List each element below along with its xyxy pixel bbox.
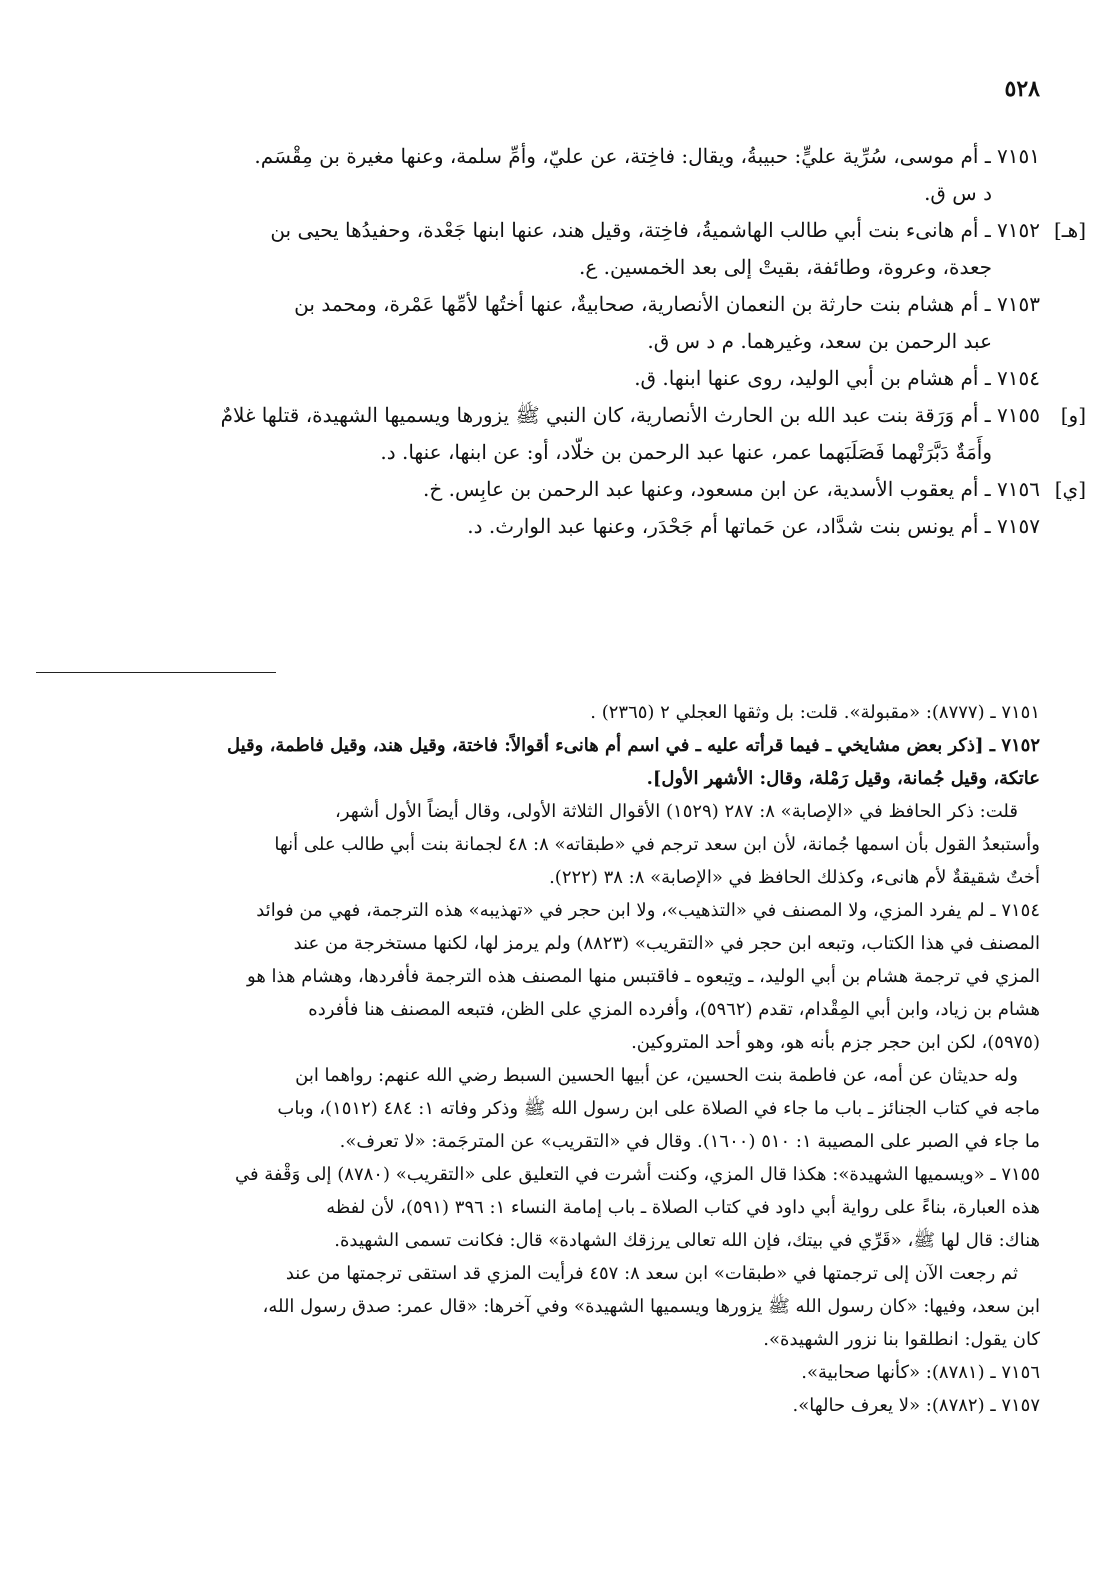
- entry-7157: [36, 508, 1040, 545]
- entry-marker: [و]: [1060, 403, 1086, 427]
- note-7157: [36, 1389, 1040, 1422]
- entry-7152: [36, 212, 1086, 286]
- entry-7155: [36, 397, 1086, 471]
- entry-7153: [36, 286, 1040, 360]
- entry-marker: [هـ]: [1053, 218, 1086, 242]
- note-line: ٧١٥٦ ـ (٨٧٨١): «كأنها صحابية».: [801, 1362, 1040, 1383]
- entry-line: ٧١٥٥ ـ أم وَرَقة بنت عبد الله بن الحارث الأنصارية، كان النبي ﷺ يزورها ويسميها الشهيدة، قتلها غلامٌ: [220, 403, 1040, 427]
- note-line: قلت: ذكر الحافظ في «الإصابة» ٨: ٢٨٧ (١٥٢٩) الأقوال الثلاثة الأولى، وقال أيضاً الأول أشهر،: [335, 801, 1018, 822]
- entry-line: عبد الرحمن بن سعد، وغيرهما. م د س ق.: [647, 329, 992, 353]
- note-line: ٧١٥١ ـ (٨٧٧٧): «مقبولة». قلت: بل وثقها العجلي ٢ (٢٣٦٥) .: [590, 702, 1040, 723]
- entry-7156: [36, 471, 1086, 508]
- note-7151: [36, 696, 1040, 729]
- note-line: هشام بن زياد، وابن أبي المِقْدام، تقدم (٥٩٦٢)، وأفرده المزي على الظن، فتبعه المصنف هنا فأفرده: [308, 999, 1040, 1020]
- entry-line: ٧١٥٤ ـ أم هشام بن أبي الوليد، روى عنها ابنها. ق.: [634, 366, 1040, 390]
- entry-7154: [36, 360, 1040, 397]
- note-line: (٥٩٧٥)، لكن ابن حجر جزم بأنه هو، وهو أحد المتروكين.: [631, 1032, 1040, 1053]
- entry-line: وأَمَةٌ دَبَّرَتْهما فَصَلَبَهما عمر، عنها عبد الرحمن بن خلّاد، أو: عن ابنها، عنها. د.: [380, 440, 992, 464]
- entry-line: د س ق.: [924, 181, 992, 205]
- note-line: ٧١٥٥ ـ «ويسميها الشهيدة»: هكذا قال المزي، وكنت أشرت في التعليق على «التقريب» (٨٧٨٠) إلى وَقْفة في: [234, 1164, 1040, 1185]
- note-line: عاتكة، وقيل جُمانة، وقيل رَمْلة، وقال: الأشهر الأول].: [646, 768, 1040, 789]
- note-line: ٧١٥٤ ـ لم يفرد المزي، ولا المصنف في «التذهيب»، ولا ابن حجر في «تهذيبه» هذه الترجمة، فهي من فوائد: [256, 900, 1040, 921]
- note-7156: [36, 1356, 1040, 1389]
- note-7152: [36, 729, 1040, 795]
- note-line: ما جاء في الصبر على المصيبة ١: ٥١٠ (١٦٠٠). وقال في «التقريب» عن المترجَمة: «لا تعرف».: [339, 1131, 1040, 1152]
- note-line: ٧١٥٢ ـ [ذكر بعض مشايخي ـ فيما قرأته عليه ـ في اسم أم هانىء أقوالاً: فاختة، وقيل هند، وقيل فاطمة، وقيل: [226, 735, 1040, 756]
- entry-7151: [36, 138, 1040, 212]
- note-line: كان يقول: انطلقوا بنا نزور الشهيدة».: [763, 1329, 1040, 1350]
- note-7155-comment: [36, 1257, 1040, 1356]
- note-7154-comment: [36, 1059, 1040, 1158]
- entry-line: جعدة، وعروة، وطائفة، بقيتْ إلى بعد الخمسين. ع.: [579, 255, 992, 279]
- note-line: هذه العبارة، بناءً على رواية أبي داود في كتاب الصلاة ـ باب إمامة النساء ١: ٣٩٦ (٥٩١)، لأن لفظه: [326, 1197, 1040, 1218]
- note-line: أختٌ شقيقةٌ لأم هانىء، وكذلك الحافظ في «الإصابة» ٨: ٣٨ (٢٢٢).: [549, 867, 1040, 888]
- note-line: ماجه في كتاب الجنائز ـ باب ما جاء في الصلاة على ابن رسول الله ﷺ وذكر وفاته ١: ٤٨٤ (١٥١٢)، وباب: [277, 1098, 1040, 1119]
- entry-line: ٧١٥١ ـ أم موسى، سُرِّية عليٍّ: حبيبةُ، ويقال: فاخِتة، عن عليّ، وأمِّ سلمة، وعنها مغيرة بن مِقْسَم.: [254, 144, 1040, 168]
- note-line: ثم رجعت الآن إلى ترجمتها في «طبقات» ابن سعد ٨: ٤٥٧ فرأيت المزي قد استقى ترجمتها من عند: [285, 1263, 1018, 1284]
- note-line: المزي في ترجمة هشام بن أبي الوليد، ـ وتِبعوه ـ فاقتبس منها المصنف هذه الترجمة فأفردها، وهشام هذا هو: [247, 966, 1040, 987]
- entry-line: ٧١٥٦ ـ أم يعقوب الأسدية، عن ابن مسعود، وعنها عبد الرحمن بن عابِس. خ.: [422, 477, 1040, 501]
- footnote-separator: [36, 672, 276, 673]
- note-line: وأستبعدُ القول بأن اسمها جُمانة، لأن ابن سعد ترجم في «طبقاته» ٨: ٤٨ لجمانة بنت أبي طالب على أنها: [274, 834, 1040, 855]
- page-number: ٥٢٨: [1004, 76, 1040, 102]
- note-line: المصنف في هذا الكتاب، وتبعه ابن حجر في «التقريب» (٨٨٢٣) ولم يرمز لها، لكنها مستخرجة من عند: [293, 933, 1040, 954]
- note-7154: [36, 894, 1040, 1059]
- entry-line: ٧١٥٧ ـ أم يونس بنت شدَّاد، عن حَماتها أم جَحْدَر، وعنها عبد الوارث. د.: [467, 514, 1040, 538]
- note-line: وله حديثان عن أمه، عن فاطمة بنت الحسين، عن أبيها الحسين السبط رضي الله عنهم: رواهما ابن: [295, 1065, 1018, 1086]
- note-line: هناك: قال لها ﷺ، «قَرِّي في بيتك، فإن الله تعالى يرزقك الشهادة» قال: فكانت تسمى الشهيدة.: [334, 1230, 1040, 1251]
- footnotes: [36, 696, 1040, 1422]
- page: [36, 70, 1086, 1560]
- note-line: ابن سعد، وفيها: «كان رسول الله ﷺ يزورها ويسميها الشهيدة» وفي آخرها: «قال عمر: صدق رسول الله،: [262, 1296, 1040, 1317]
- note-7155: [36, 1158, 1040, 1257]
- entry-line: ٧١٥٣ ـ أم هشام بنت حارثة بن النعمان الأنصارية، صحابيةٌ، عنها أختُها لأمِّها عَمْرة، ومحمد بن: [294, 292, 1040, 316]
- note-line: ٧١٥٧ ـ (٨٧٨٢): «لا يعرف حالها».: [792, 1395, 1040, 1416]
- entry-line: ٧١٥٢ ـ أم هانىء بنت أبي طالب الهاشميةُ، فاخِتة، وقيل هند، عنها ابنها جَعْدة، وحفيدُها يحيى بن: [270, 218, 1040, 242]
- main-entries: [36, 138, 1086, 545]
- entry-marker: [ي]: [1054, 477, 1086, 501]
- note-7152-comment: [36, 795, 1040, 894]
